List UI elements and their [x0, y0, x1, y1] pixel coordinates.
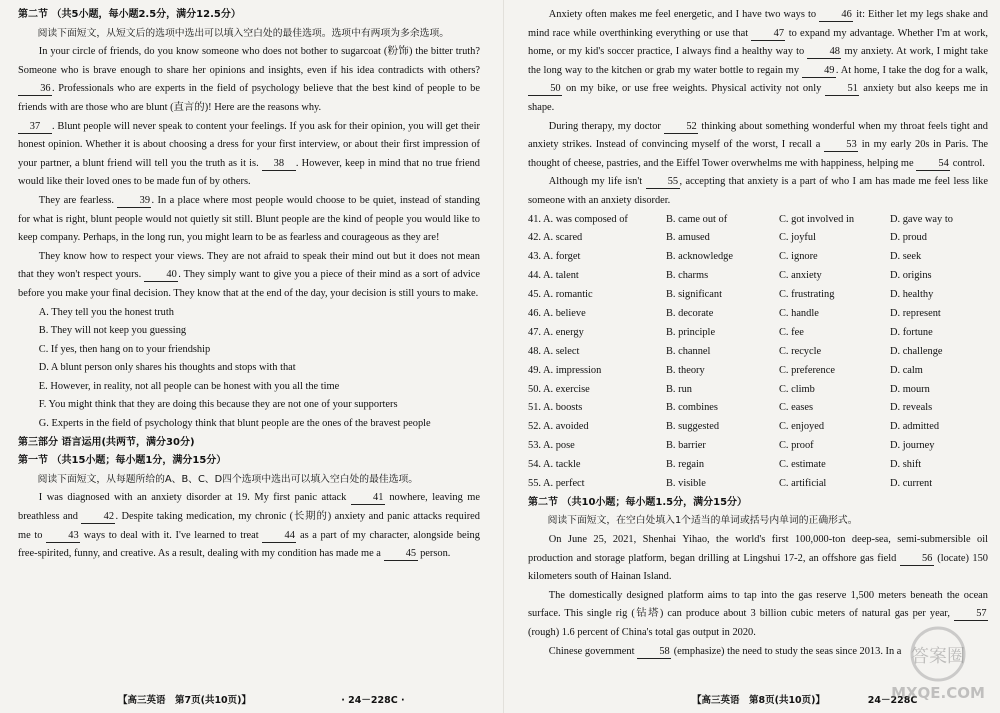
blank-56: 56: [900, 552, 934, 566]
passage-paragraph-1: In your circle of friends, do you know someone who does not bother to sugarcoat (粉饰) the bitter truth? Someone who is brave enough to share her opinions and insights, even if his idea contradicts with others? 36. Professionals who are experts in the field of psychology believe that the best kind of people to be friends with are those who are blunt (直言的)! Here are the reasons why.: [18, 46, 480, 113]
watermark-text-top: 答案圈: [911, 646, 965, 667]
cloze-paragraph-1: I was diagnosed with an anxiety disorder at 19. My first panic attack 41 nowhere, leaving me breathless and 42. Despite taking medication, my chronic (长期的) anxiety and panic attacks required me to 43 ways to deal with it. I've learned to treat 44 as a part of my character, alongside being free-spirited, funny, and creative. As a result, dealing with my condition has made me a 45 person.: [18, 492, 480, 560]
section2-instruction: 阅读下面短文，从短文后的选项中选出可以填入空白处的最佳选项。选项中有两项为多余选项。: [37, 27, 450, 39]
footer-left: 【高三英语 第7页(共10页)】 · 24－228C ·: [118, 695, 405, 706]
blank-50: 50: [528, 82, 562, 96]
right-page: [528, 6, 988, 661]
blank-51: 51: [825, 82, 859, 96]
option-g: G. Experts in the field of psychology think that blunt people are the ones of the bravest people: [38, 418, 431, 430]
choice-row-51: 51. A. boosts B. combines C. eases D. reveals: [528, 402, 933, 414]
blank-37: 37: [18, 120, 52, 134]
blank-38: 38: [262, 157, 296, 171]
footer-right: 【高三英语 第8页(共10页)】 24－228C: [692, 695, 918, 706]
choice-row-41: 41. A. was composed of B. came out of C. got involved in D. gave way to: [528, 213, 953, 225]
passage-paragraph-4: They know how to respect your views. They are not afraid to speak their mind out but it does not mean that they won't respect yours. 40. They simply want to give you a piece of their mind as a sort of advice before you make your final decision. They know that at the end of the day, your decision is still yours to make.: [18, 250, 481, 299]
option-e: E. However, in reality, not all people can be honest with you all the time: [38, 380, 340, 392]
choice-table: [528, 211, 988, 494]
blank-52: 52: [664, 120, 698, 134]
choice-row-44: 44. A. talent B. charms C. anxiety D. origins: [528, 270, 932, 282]
grammar-paragraph-3: Chinese government 58 (emphasize) the need to study the seas since 2013. In a: [548, 645, 902, 657]
blank-58: 58: [637, 645, 671, 659]
blank-45: 45: [384, 547, 418, 561]
option-a: A. They tell you the honest truth: [38, 306, 174, 318]
blank-53: 53: [824, 138, 858, 152]
blank-39: 39: [117, 194, 151, 208]
option-c: C. If yes, then hang on to your friendship: [38, 343, 211, 355]
watermark-text-bottom: MXQE.COM: [891, 684, 985, 702]
choice-row-55: 55. A. perfect B. visible C. artificial D. current: [528, 478, 933, 489]
answer-options: [18, 304, 480, 434]
choice-row-43: 43. A. forget B. acknowledge C. ignore D. seek: [528, 251, 922, 263]
choice-row-47: 47. A. energy B. principle C. fee D. fortune: [528, 326, 933, 338]
section2b-instruction: 阅读下面短文，在空白处填入1个适当的单词或括号内单词的正确形式。: [547, 515, 858, 527]
section1-instruction: 阅读下面短文，从每题所给的A、B、C、D四个选项中选出可以填入空白处的最佳选项。: [37, 473, 419, 485]
choice-row-49: 49. A. impression B. theory C. preference D. calm: [528, 364, 923, 376]
blank-43: 43: [46, 529, 80, 543]
blank-49: 49: [802, 64, 836, 78]
section2-heading: 第二节 （共5小题，每小题2.5分，满分12.5分）: [18, 9, 241, 20]
option-d: D. A blunt person only shares his thoughts and stops with that: [38, 362, 296, 374]
blank-54: 54: [916, 157, 950, 171]
choice-row-45: 45. A. romantic B. significant C. frustrating D. healthy: [528, 289, 934, 301]
passage-paragraph-2: 37 . Blunt people will never speak to content your feelings. If you ask for their opinion, you will get their honest opinion. Whether it is about choosing a dress for your first interview, or about their first impression of your partner, a blunt friend will tell you the truth as it is. 38 . However, keep in mind that no true friend would like their loved ones to be made fun of by others.: [18, 120, 480, 188]
choice-row-46: 46. A. believe B. decorate C. handle D. represent: [528, 307, 941, 319]
passage-paragraph-3: They are fearless. 39. In a place where most people would choose to be quiet, instead of standing for what is right, blunt people would not quietly sit still. Blunt people are the kind of people you would like to keep company. Perhaps, in the long run, you might learn to be as fearless and courageous as they are!: [18, 194, 480, 244]
blank-46: 46: [819, 8, 853, 22]
choice-row-52: 52. A. avoided B. suggested C. enjoyed D. admitted: [528, 421, 940, 433]
choice-row-48: 48. A. select B. channel C. recycle D. challenge: [528, 345, 943, 357]
choice-row-42: 42. A. scared B. amused C. joyful D. proud: [528, 232, 927, 244]
blank-48: 48: [807, 45, 841, 59]
grammar-paragraph-1: On June 25, 2021, Shenhai Yihao, the world's first 100,000-ton deep-sea, semi-submersible oil production and storage platform, began drilling at Lingshui 17-2, an offshore gas field 56 (locate) 150 kilometers south of Hainan Island.: [528, 534, 988, 583]
blank-55: 55: [646, 175, 680, 189]
left-page: [18, 6, 480, 564]
page-divider: [503, 0, 504, 713]
section2b-heading: 第二节 （共10小题；每小题1.5分，满分15分）: [528, 496, 748, 508]
blank-36: 36: [18, 82, 52, 96]
blank-47: 47: [751, 27, 785, 41]
part3-heading: 第三部分 语言运用(共两节，满分30分): [18, 436, 195, 448]
watermark-logo: [888, 620, 988, 710]
option-b: B. They will not keep you guessing: [38, 325, 187, 337]
choice-row-54: 54. A. tackle B. regain C. estimate D. shift: [528, 459, 922, 471]
blank-41: 41: [351, 491, 385, 505]
cloze-paragraph-2: Anxiety often makes me feel energetic, and I have two ways to 46 it: Either let my legs shake and mind race while overthinking everything or use that 47 to expand my advantage. Whether I'm at work, home, or my kid's soccer practice, I always find a healthy way to 48 my anxiety. At work, I might take the long way to the kitchen or grab my water bottle to regain my 49. At home, I take the dog for a walk, 50 on my bike, or use free weights. Physical activity not only 51 anxiety but also keeps me in shape.: [528, 9, 988, 113]
blank-42: 42: [81, 510, 115, 524]
choice-row-50: 50. A. exercise B. run C. climb D. mourn: [528, 383, 930, 395]
option-f: F. You might think that they are doing this because they are not one of your supporters: [38, 399, 398, 411]
grammar-paragraph-2: The domestically designed platform aims to tap into the gas reserve 1,500 meters beneath the ocean surface. This single rig (钻塔) can produce about 3 billion cubic meters of natural gas per year, 57 (rough) 1.6 percent of China's total gas output in 2020.: [528, 589, 988, 639]
blank-44: 44: [262, 529, 296, 543]
blank-40: 40: [144, 268, 178, 282]
cloze-paragraph-3: During therapy, my doctor 52 thinking about something wonderful when my throat feels tight and anxiety strikes. Instead of convincing myself of the worst, I recall a 53 in my early 20s in Paris. The thought of cheese, pastries, and the Eiffel Tower overwhelms me with happiness, helping me 54 control.: [528, 120, 989, 169]
choice-row-53: 53. A. pose B. barrier C. proof D. journey: [528, 440, 935, 452]
section1-heading: 第一节 （共15小题；每小题1分，满分15分）: [18, 455, 227, 467]
blank-57: 57: [954, 607, 988, 621]
cloze-paragraph-4: Although my life isn't 55, accepting that anxiety is a part of who I am has made me feel less like someone with an anxiety disorder.: [528, 176, 988, 206]
